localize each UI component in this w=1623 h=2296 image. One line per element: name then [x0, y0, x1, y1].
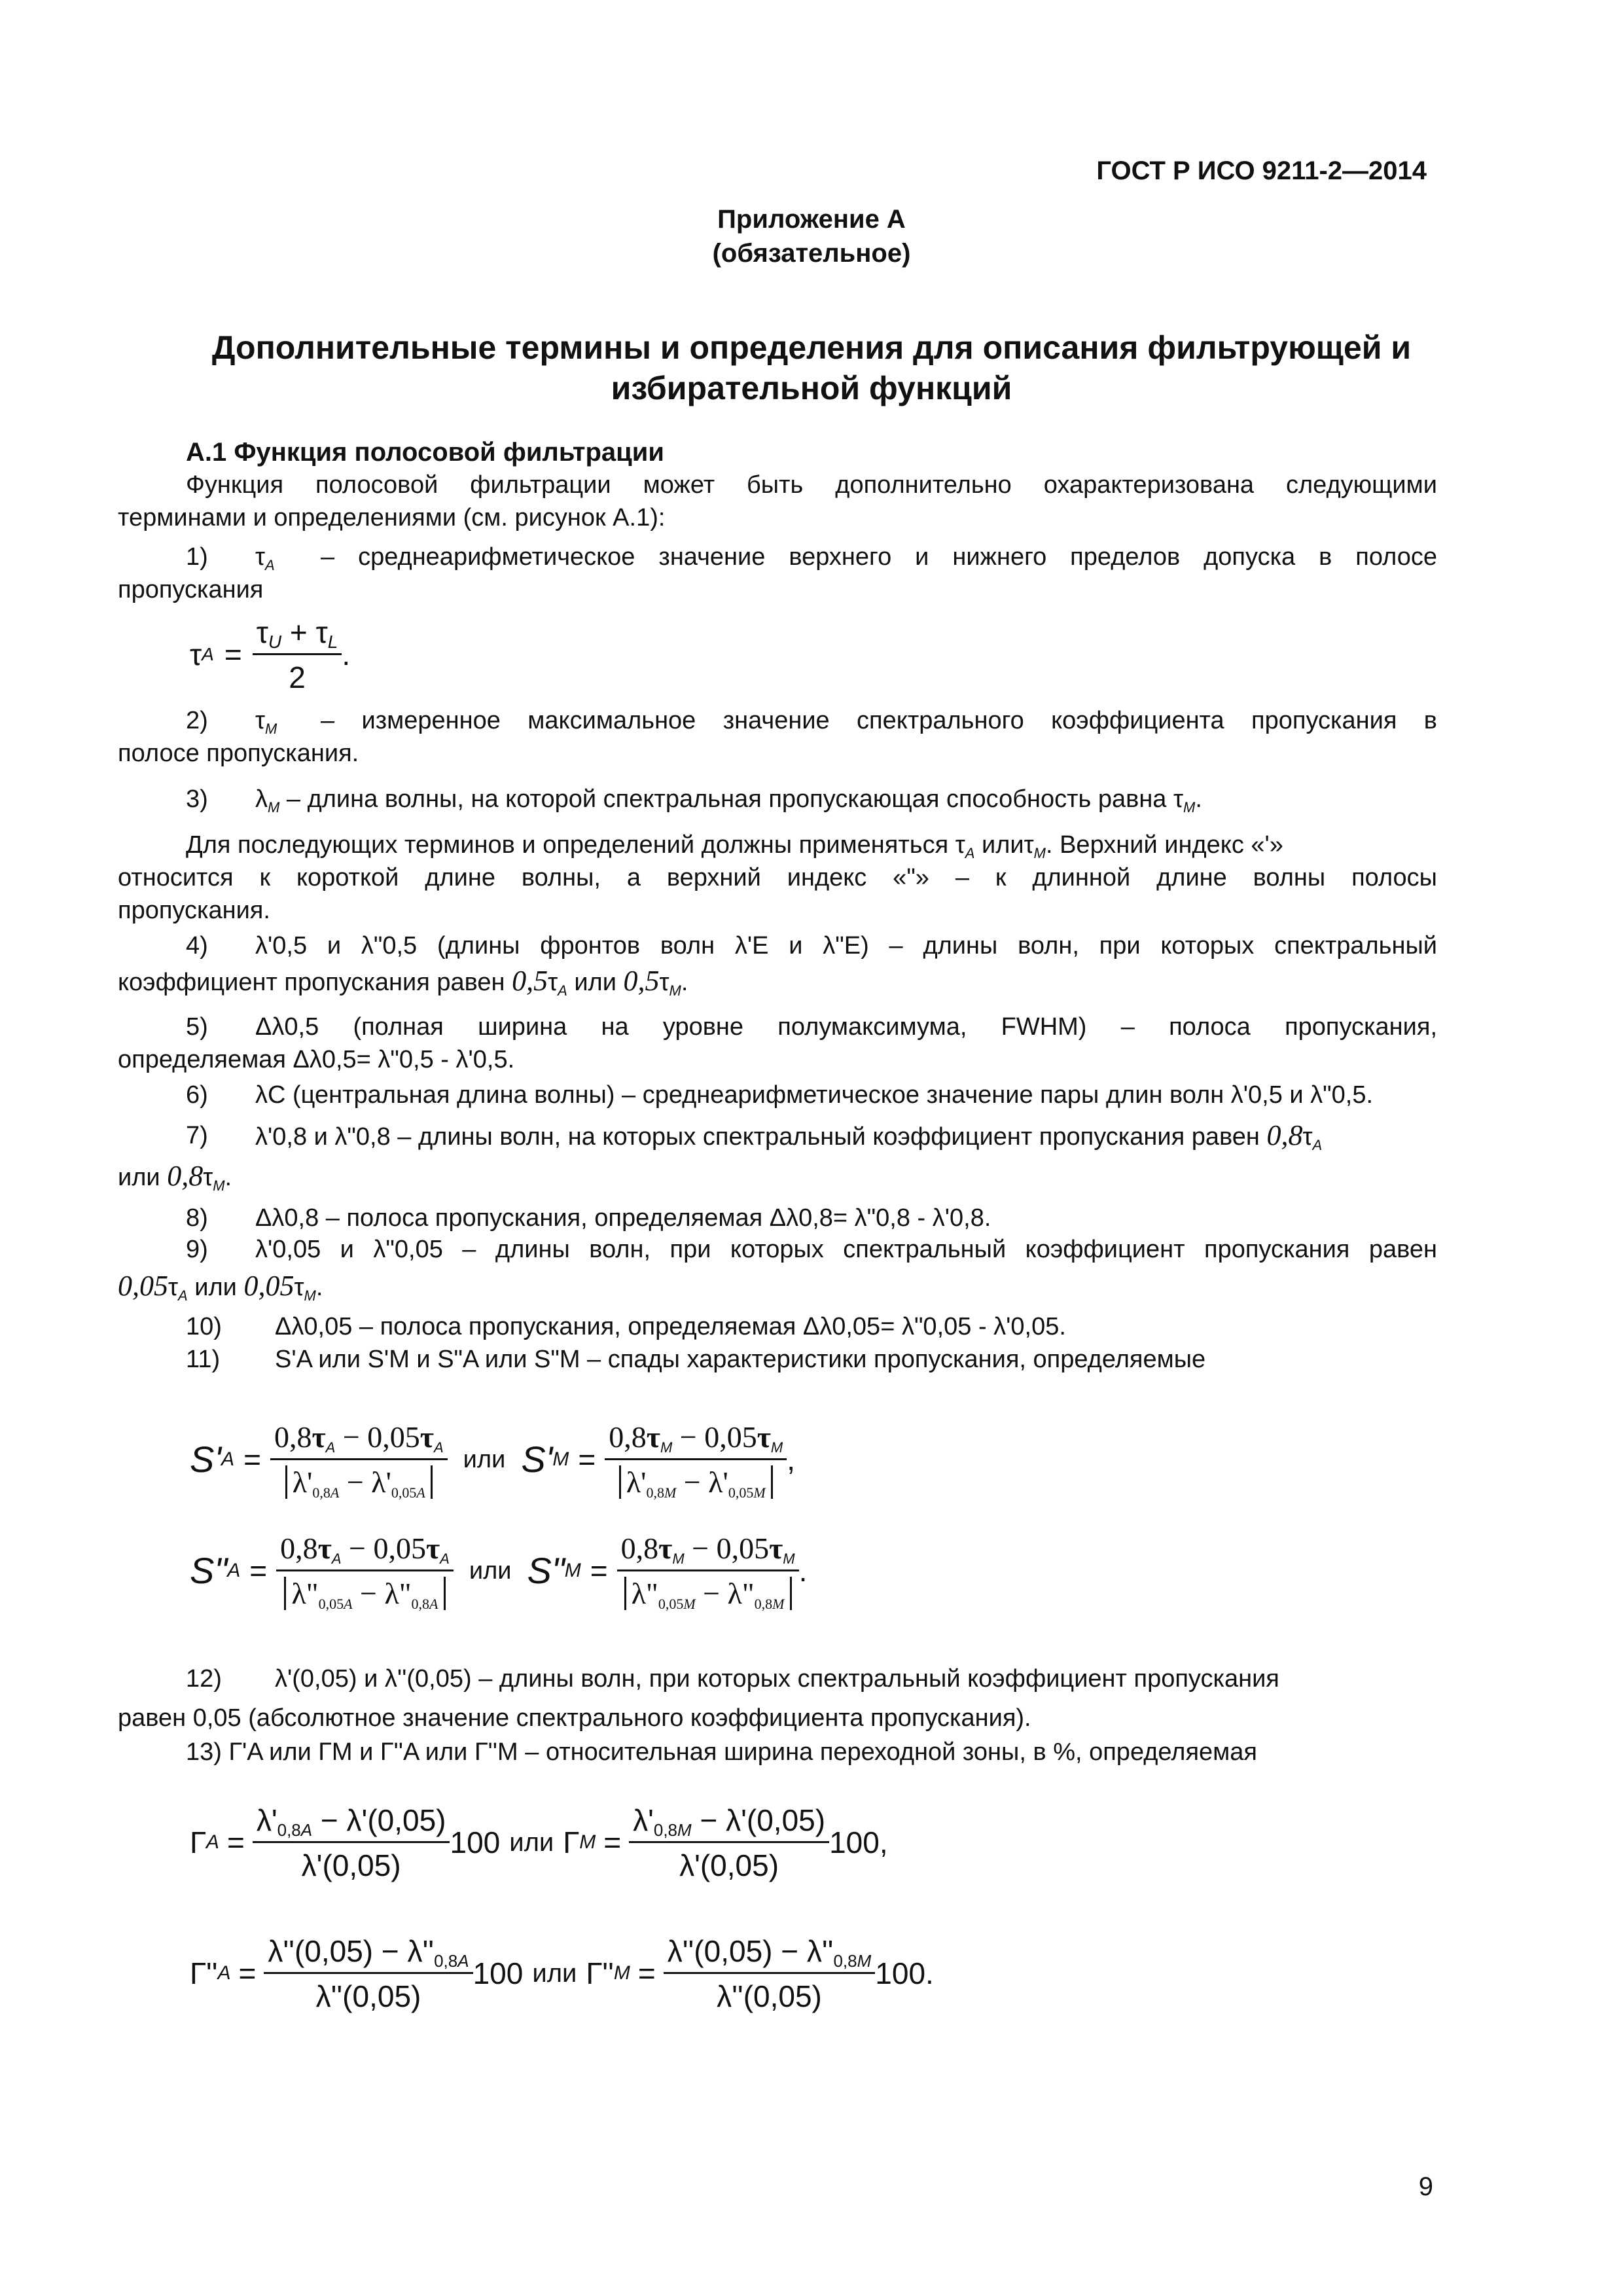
hundred: 100 [829, 1825, 880, 1859]
or-word: или [532, 1959, 577, 1988]
tau-u: τ [256, 615, 268, 649]
coefficient: 0,5 [512, 965, 548, 997]
fraction-s-prime-m: $\frac{0,8\tau_M - 0,05\tau_M}{\lambda'_{0,8M} - \lambda'_{0,05M}}$ [605, 1419, 787, 1501]
or-word: или [509, 1828, 554, 1857]
fraction-gamma-m: $\frac{\lambda'_{0,8M} - \lambda'(0,05)}{\lambda'(0,05)}$ [629, 1802, 829, 1884]
hundred: 100 [473, 1956, 524, 1990]
formula-lhs: τ [190, 637, 202, 672]
coefficient: 0,05 [243, 1270, 294, 1302]
item-3-number: 3) [186, 785, 208, 813]
fraction-numerator [253, 614, 342, 655]
main-title-line-2: избирательной функций [611, 370, 1012, 406]
fraction-s2-m: $\frac{0,8\tau_M - 0,05\tau_M}{\lambda"_{0,05M} - \lambda"_{0,8M}}$ [617, 1530, 799, 1612]
item-2-text-2: полосе пропускания. [118, 740, 359, 767]
item-3-line [255, 783, 1202, 816]
item-10-number: 10) [186, 1313, 222, 1340]
subscript: M [265, 721, 277, 737]
equals-sign: = [224, 637, 242, 672]
or-word: или [194, 1274, 237, 1301]
coefficient: 0,8 [1266, 1119, 1303, 1151]
hundred: 100 [450, 1825, 501, 1859]
item-1-number: 1) [186, 543, 208, 571]
or-word: или [981, 831, 1024, 859]
para-line-1 [186, 829, 1283, 861]
item-7-line-2: или $0,8\tau_M$. [118, 1160, 232, 1194]
tau-symbol: τ [255, 707, 266, 734]
period: . [1195, 785, 1202, 813]
or-word: или [469, 1557, 512, 1585]
item-5-text-2: определяемая Δλ0,5= λ"0,5 - λ'0,5. [118, 1046, 515, 1073]
item-2-text-1: – измеренное максимальное значение спектрального коэффициента пропускания в [321, 707, 1437, 734]
formula-fraction [253, 614, 342, 696]
intro-line-2: терминами и определениями (см. рисунок А.1): [118, 504, 666, 531]
main-title-line-1: Дополнительные термины и определения для описания фильтрующей и [211, 329, 1412, 366]
item-6-text: λC (центральная длина волны) – среднеарифметическое значение пары длин волн λ'0,5 и λ"0,5. [255, 1081, 1374, 1109]
fraction-denominator: λ'(0,05) [679, 1848, 779, 1882]
formula-s-double-prime: S" A = $\frac{0,8\tau_A - 0,05\tau_A}{\lambda"_{0,05A} - \lambda"_{0,8A}}$ или S" M = $\frac{0,8\tau_M - 0,05\tau_M}{\lambda"_{0,05M} - \lambda"_{0,8M}}$ . [190, 1531, 808, 1612]
item-7-text: λ'0,8 и λ"0,8 – длины волн, на которых спектральный коэффициент пропускания равен [255, 1123, 1260, 1151]
item-1-text-1: – среднеарифметическое значение верхнего и нижнего пределов допуска в полосе [321, 543, 1437, 571]
para-text-a: Для последующих терминов и определений должны применяться [186, 831, 949, 859]
appendix-status: (обязательное) [712, 239, 911, 268]
tau-l: τ [315, 615, 328, 649]
tau-symbol: τ [1173, 785, 1184, 813]
subscript: M [1033, 845, 1046, 861]
item-12-text-2: равен 0,05 (абсолютное значение спектрального коэффициента пропускания). [118, 1704, 1031, 1732]
item-1-symbol [255, 541, 275, 573]
item-1-text-2: пропускания [118, 576, 264, 603]
coefficient: 0,05 [118, 1270, 168, 1302]
item-2-symbol [255, 704, 277, 737]
fraction-denominator: λ''(0,05) [315, 1979, 421, 2013]
item-5-number: 5) [186, 1013, 208, 1041]
appendix-title: Приложение А [717, 205, 906, 234]
period: . [224, 1164, 232, 1191]
section-heading: А.1 Функция полосовой фильтрации [186, 438, 664, 467]
subscript: M [268, 799, 280, 816]
fraction-gamma2-m: $\frac{\lambda''(0,05) - \lambda''_{0,8M}}{\lambda''(0,05)}$ [664, 1933, 876, 2015]
plus-sign: + [289, 615, 308, 649]
formula-end: . [342, 637, 351, 672]
item-2-number: 2) [186, 707, 208, 734]
item-4-text-2: коэффициент пропускания равен [118, 969, 505, 996]
formula-gamma: Г A = $\frac{\lambda'_{0,8A} - \lambda'(0,05)}{\lambda'(0,05)}$ 100 или Г M = $\frac{\lambda'_{0,8M} - \lambda'(0,05)}{\lambda'(0,05)}$ 100 , [190, 1803, 888, 1882]
or-word: или [574, 969, 616, 996]
document-id: ГОСТ Р ИСО 9211-2—2014 [1096, 156, 1427, 185]
hundred: 100 [875, 1956, 926, 1990]
item-8-text: Δλ0,8 – полоса пропускания, определяемая Δλ0,8= λ"0,8 - λ'0,8. [255, 1204, 991, 1232]
fraction-s-prime-a: $\frac{0,8\tau_A - 0,05\tau_A}{\lambda'_{0,8A} - \lambda'_{0,05A}}$ [270, 1419, 448, 1501]
s-prime-a: S' [190, 1439, 222, 1480]
period: . [681, 969, 688, 996]
fraction-gamma-a: $\frac{\lambda'_{0,8A} - \lambda'(0,05)}{\lambda'(0,05)}$ [253, 1802, 450, 1884]
fraction-gamma2-a: $\frac{\lambda''(0,05) - \lambda''_{0,8A}}{\lambda''(0,05)}$ [264, 1933, 473, 2015]
sub-l: L [327, 631, 338, 652]
coefficient: 0,5 [623, 965, 660, 997]
item-12-text-1: λ'(0,05) и λ''(0,05) – длины волн, при которых спектральный коэффициент пропускания [275, 1665, 1279, 1693]
para-text-b: . Верхний индекс «'» [1045, 831, 1283, 859]
fraction-denominator: 2 [289, 660, 306, 694]
formula-tau-a: τ A = $\frac{\tau_U + \tau_L}{2}$ . [190, 615, 351, 694]
item-7-line-1: λ'0,8 и λ"0,8 – длины волн, на которых спектральный коэффициент пропускания равен $0,8\tau_A$ [255, 1119, 1323, 1153]
page-number: 9 [1418, 2172, 1433, 2201]
lambda-symbol: λ [255, 785, 268, 813]
period: . [315, 1274, 323, 1301]
or-word: или [118, 1164, 160, 1191]
fraction-denominator: λ'(0,05) [301, 1848, 401, 1882]
sub-u: U [268, 631, 282, 652]
tau-symbol: τ [955, 831, 965, 859]
item-9-number: 9) [186, 1236, 208, 1263]
formula-gamma-double-prime: Г'' A = $\frac{\lambda''(0,05) - \lambda''_{0,8A}}{\lambda''(0,05)}$ 100 или Г'' M = $\frac{\lambda''(0,05) - \lambda''_{0,8M}}{\lambda''(0,05)}$ 100 . [190, 1933, 934, 2013]
item-9-text: λ'0,05 и λ"0,05 – длины волн, при которых спектральный коэффициент пропускания равен [255, 1236, 1437, 1263]
para-line-2: относится к короткой длине волны, а верхний индекс «"» – к длинной длине волны полосы [118, 864, 1437, 891]
item-4-number: 4) [186, 932, 208, 960]
intro-line-1: Функция полосовой фильтрации может быть дополнительно охарактеризована следующими [186, 471, 1437, 499]
item-10-text: Δλ0,05 – полоса пропускания, определяемая Δλ0,05= λ"0,05 - λ'0,05. [275, 1313, 1066, 1340]
item-3-text: – длина волны, на которой спектральная пропускающая способность равна [286, 785, 1167, 813]
formula-s-prime: S' A = $\frac{0,8\tau_A - 0,05\tau_A}{\lambda'_{0,8A} - \lambda'_{0,05A}}$ или S' M = $\frac{0,8\tau_M - 0,05\tau_M}{\lambda'_{0,8M} - \lambda'_{0,05M}}$ , [190, 1420, 796, 1501]
tau-symbol: τ [255, 543, 266, 571]
item-11-number: 11) [186, 1346, 221, 1373]
item-4-line-2: коэффициент пропускания равен $0,5\tau_A$ или $0,5\tau_M$. [118, 965, 688, 999]
item-7-number: 7) [186, 1122, 208, 1149]
fraction-denominator: λ''(0,05) [717, 1979, 822, 2013]
item-11-text: S'A или S'M и S"A или S"M – спады характеристики пропускания, определяемые [275, 1346, 1206, 1373]
para-line-3: пропускания. [118, 897, 270, 924]
fraction-s2-a: $\frac{0,8\tau_A - 0,05\tau_A}{\lambda"_{0,05A} - \lambda"_{0,8A}}$ [276, 1530, 454, 1612]
item-6-number: 6) [186, 1081, 208, 1109]
subscript: A [965, 845, 975, 861]
subscript: M [1183, 799, 1196, 816]
item-13-text: 13) Г'A или ГM и Г''A или Г''M – относительная ширина переходной зоны, в %, определяемая [186, 1738, 1258, 1766]
item-12-number: 12) [186, 1665, 222, 1693]
tau-symbol: τ [1024, 831, 1034, 859]
subscript: A [265, 557, 275, 573]
item-5-text-1: Δλ0,5 (полная ширина на уровне полумаксимума, FWHM) – полоса пропускания, [255, 1013, 1437, 1041]
or-word: или [463, 1446, 506, 1473]
item-9-line-2: $0,05\tau_A$ или $0,05\tau_M$. [118, 1270, 323, 1304]
item-8-number: 8) [186, 1204, 208, 1232]
coefficient: 0,8 [167, 1160, 204, 1192]
item-4-text-1: λ'0,5 и λ"0,5 (длины фронтов волн λ'E и λ"E) – длины волн, при которых спектральный [255, 932, 1437, 960]
